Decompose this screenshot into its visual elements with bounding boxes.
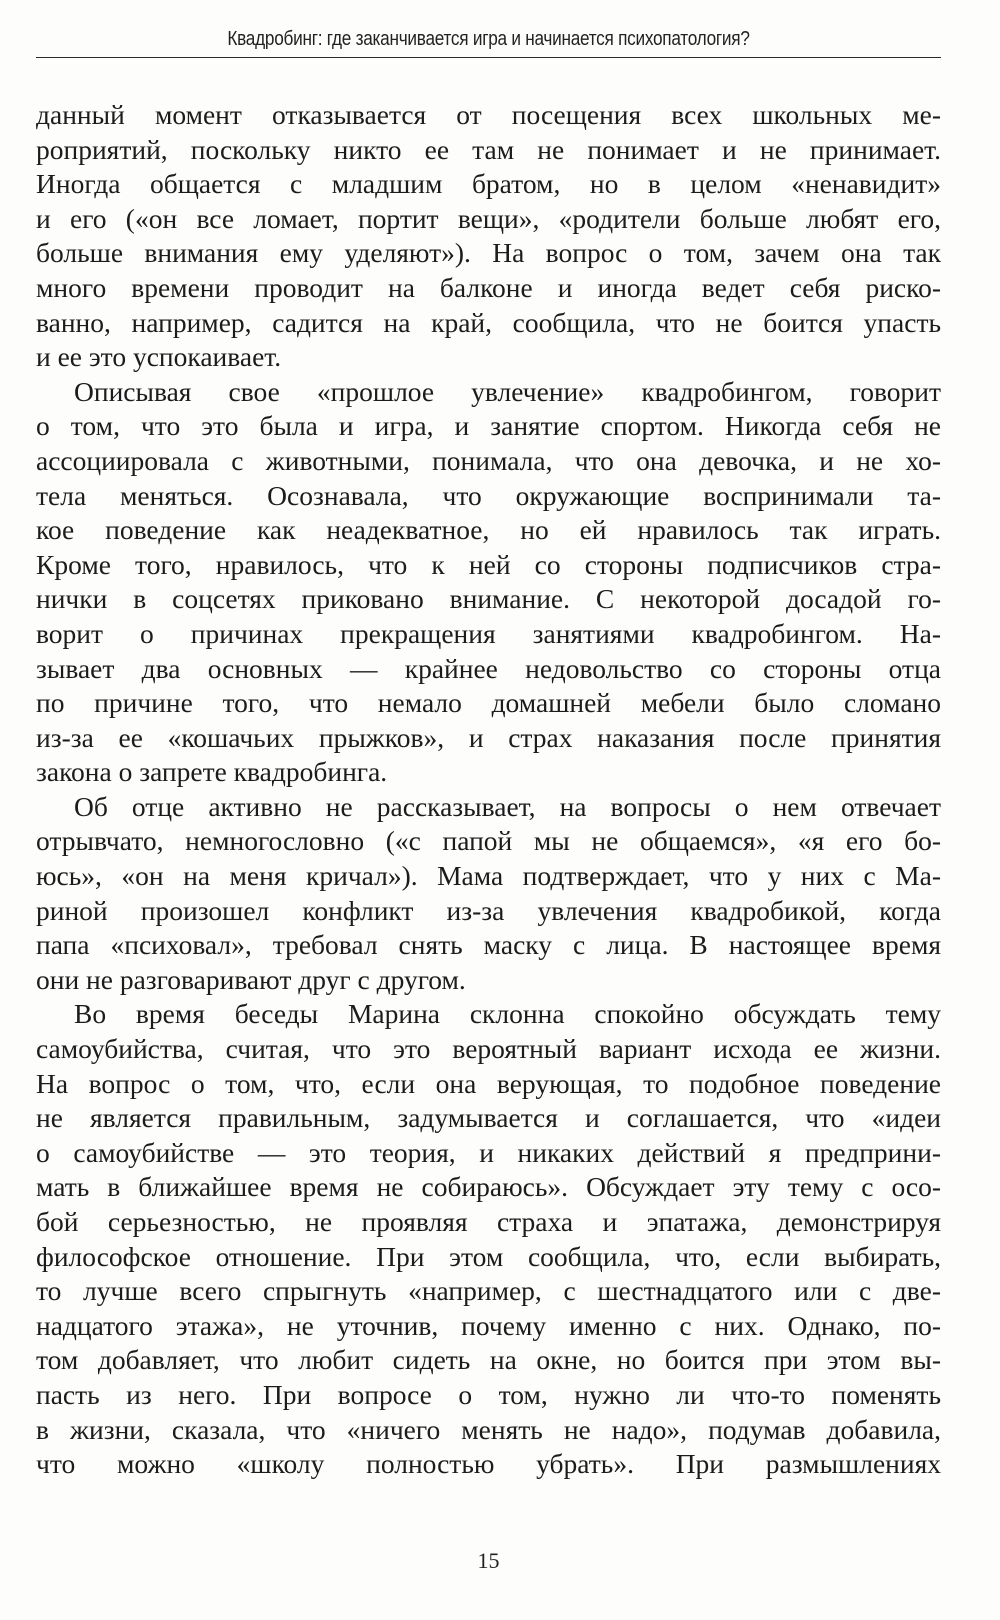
page-number: 15 — [477, 1548, 500, 1573]
text-line: что можно «школу полностью убрать». При размышлениях — [36, 1448, 941, 1480]
text-line: тела меняться. Осознавала, что окружающие воспринимали та- — [36, 479, 941, 511]
text-line: самоубийства, считая, что это вероятный вариант исхода ее жизни. — [36, 1033, 941, 1065]
text-line: бой серьезностью, не проявляя страха и эпатажа, демонстрируя — [36, 1206, 941, 1237]
text-line: в жизни, сказала, что «ничего менять не надо», подумав добавила, — [36, 1413, 941, 1445]
text-line: о том, что это была и игра, и занятие спортом. Никогда себя не — [36, 410, 941, 442]
text-line: зывает два основных — крайнее недовольство со стороны отца — [36, 652, 941, 684]
text-line: философское отношение. При этом сообщила, что, если выбирать, — [36, 1240, 941, 1272]
text-line: из-за ее «кошачьих прыжков», и страх наказания после принятия — [36, 721, 941, 753]
text-line: больше внимания ему уделяют»). На вопрос о том, зачем она так — [36, 237, 941, 269]
text-line: закона о запрете квадробинга. — [36, 756, 388, 788]
body-text — [36, 98, 941, 1482]
text-line: надцатого этажа», не уточнив, почему именно с них. Однако, по- — [36, 1309, 941, 1341]
text-line: Иногда общается с младшим братом, но в целом «ненавидит» — [36, 168, 941, 200]
paragraph-3 — [36, 790, 941, 998]
text-line: они не разговаривают друг с другом. — [36, 963, 466, 995]
text-line: На вопрос о том, что, если она верующая, то подобное поведение — [36, 1067, 941, 1099]
text-line: пасть из него. При вопросе о том, нужно ли что-то поменять — [36, 1378, 941, 1410]
paragraph-2 — [36, 375, 941, 790]
text-line: по причине того, что немало домашней мебели было сломано — [36, 687, 941, 719]
text-line: том добавляет, что любит сидеть на окне, но боится при этом вы- — [36, 1344, 941, 1376]
running-head: Квадробинг: где заканчивается игра и начинается психопатология? — [227, 28, 750, 50]
text-line: Кроме того, нравилось, что к ней со стороны подписчиков стра- — [36, 548, 941, 580]
text-line: то лучше всего спрыгнуть «например, с шестнадцатого или с две- — [36, 1275, 941, 1307]
text-line: и его («он все ломает, портит вещи», «родители больше любят его, — [36, 202, 941, 234]
text-line: ассоциировала с животными, понимала, что она девочка, и не хо- — [36, 444, 941, 476]
text-line: роприятий, поскольку никто ее там не понимает и не принимает. — [36, 133, 941, 165]
text-line: много времени проводит на балконе и иногда ведет себя риско- — [36, 271, 941, 303]
text-line: Описывая свое «прошлое увлечение» квадробингом, говорит — [74, 375, 941, 407]
text-line: Во время беседы Марина склонна спокойно обсуждать тему — [74, 998, 941, 1030]
text-line: кое поведение как неадекватное, но ей нравилось так играть. — [36, 514, 941, 546]
text-line: не является правильным, задумывается и соглашается, что «идеи — [36, 1102, 941, 1134]
text-line: отрывчато, немногословно («с папой мы не общаемся», «я его бо- — [36, 825, 941, 857]
text-line: мать в ближайшее время не собираюсь». Обсуждает эту тему с осо- — [36, 1171, 941, 1203]
text-line: о самоубийстве — это теория, и никаких действий я предприни- — [36, 1136, 941, 1168]
text-line: ванно, например, садится на край, сообщила, что не боится упасть — [36, 306, 941, 338]
text-line: и ее это успокаивает. — [36, 341, 282, 373]
text-line: Об отце активно не рассказывает, на вопросы о нем отвечает — [74, 790, 941, 822]
paragraph-4 — [36, 997, 941, 1481]
text-line: нички в соцсетях приковано внимание. С некоторой досадой го- — [36, 583, 941, 615]
header-rule — [36, 57, 941, 58]
text-line: юсь», «он на меня кричал»). Мама подтверждает, что у них с Ма- — [36, 860, 941, 892]
text-line: папа «психовал», требовал снять маску с лица. В настоящее время — [36, 929, 941, 961]
paragraph-1 — [36, 98, 941, 375]
text-line: риной произошел конфликт из-за увлечения квадробикой, когда — [36, 894, 941, 926]
text-line: данный момент отказывается от посещения всех школьных ме- — [36, 99, 941, 130]
text-line: ворит о причинах прекращения занятиями квадробингом. На- — [36, 617, 941, 649]
